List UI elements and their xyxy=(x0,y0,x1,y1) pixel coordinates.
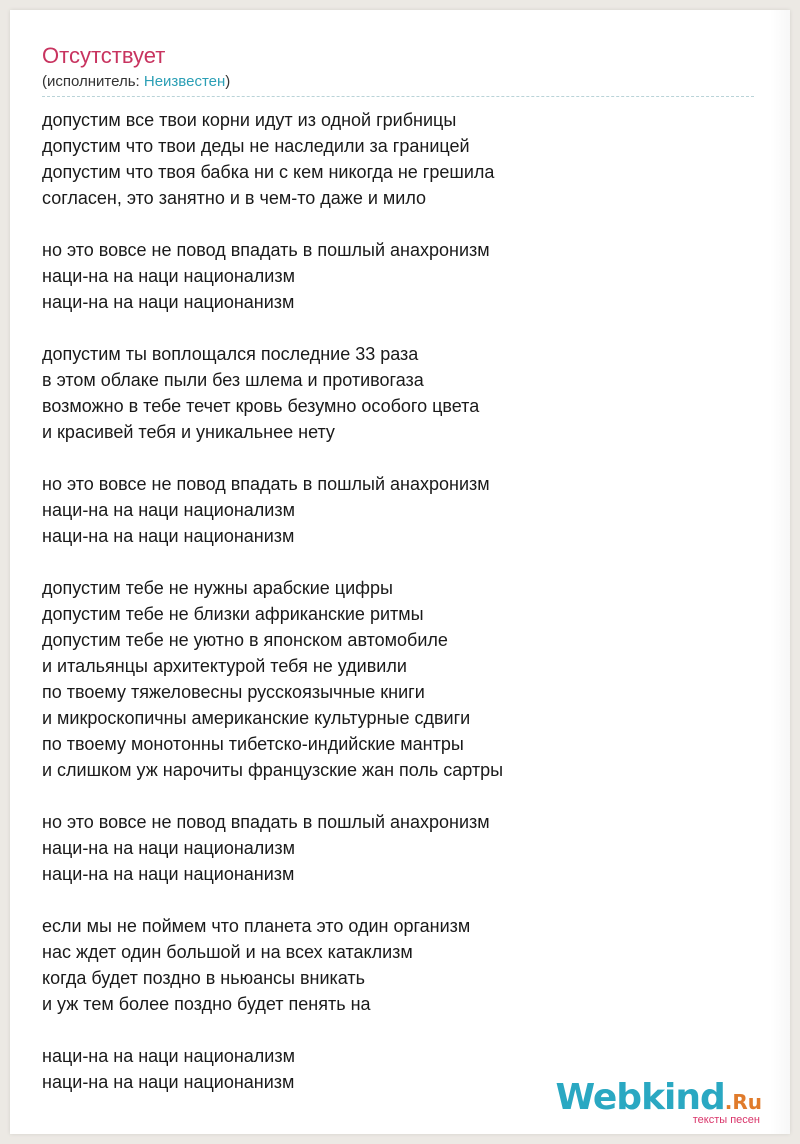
artist-line xyxy=(42,73,230,91)
lyric-line: допустим что твоя бабка ни с кем никогда не грешила xyxy=(42,162,495,182)
lyric-line: допустим все твои корни идут из одной грибницы xyxy=(42,110,457,130)
artist-suffix: ) xyxy=(225,73,231,90)
lyric-line: но это вовсе не повод впадать в пошлый анахронизм xyxy=(42,474,490,494)
lyric-line: наци-на на наци национализм xyxy=(42,500,295,520)
lyric-line: и уж тем более поздно будет пенять на xyxy=(42,994,371,1014)
lyric-line xyxy=(42,315,503,341)
lyric-line: наци-на на наци национализм xyxy=(42,266,295,286)
lyric-line xyxy=(42,445,503,471)
lyric-line: наци-на на наци национализм xyxy=(42,838,295,858)
lyric-line: согласен, это занятно и в чем-то даже и мило xyxy=(42,188,427,208)
lyric-line xyxy=(42,549,503,575)
lyric-line: наци-на на наци национанизм xyxy=(42,526,295,546)
lyric-line xyxy=(42,783,503,809)
lyric-line xyxy=(42,211,503,237)
lyric-line: и слишком уж нарочиты французские жан поль сартры xyxy=(42,760,504,780)
lyric-line: по твоему монотонны тибетско-индийские мантры xyxy=(42,734,464,754)
header-divider xyxy=(42,96,754,97)
lyric-line: по твоему тяжеловесны русскоязычные книги xyxy=(42,682,425,702)
lyric-line: допустим ты воплощался последние 33 раза xyxy=(42,344,419,364)
lyric-line: допустим тебе не близки африканские ритмы xyxy=(42,604,424,624)
lyric-line: и итальянцы архитектурой тебя не удивили xyxy=(42,656,407,676)
lyric-line: если мы не поймем что планета это один организм xyxy=(42,916,471,936)
lyric-line: в этом облаке пыли без шлема и противогаза xyxy=(42,370,424,390)
lyric-line: допустим тебе не уютно в японском автомобиле xyxy=(42,630,448,650)
lyric-line: но это вовсе не повод впадать в пошлый анахронизм xyxy=(42,240,490,260)
lyric-line: допустим тебе не нужны арабские цифры xyxy=(42,578,393,598)
lyric-line: наци-на на наци национанизм xyxy=(42,292,295,312)
lyrics-sheet xyxy=(10,10,790,1134)
artist-link[interactable]: Неизвестен xyxy=(143,73,226,90)
lyric-line: допустим что твои деды не наследили за границей xyxy=(42,136,470,156)
lyric-line: наци-на на наци национализм xyxy=(42,1046,295,1066)
song-title: Отсутствует xyxy=(42,43,166,68)
lyric-line: и микроскопичны американские культурные сдвиги xyxy=(42,708,471,728)
page-edge-shade xyxy=(770,10,790,1134)
lyrics-text xyxy=(42,107,503,1095)
logo-tld: .Ru xyxy=(724,1090,762,1114)
logo-tagline: тексты песен xyxy=(692,1114,760,1126)
artist-prefix: (исполнитель: xyxy=(42,73,144,90)
lyric-line: когда будет поздно в ньюансы вникать xyxy=(42,968,366,988)
lyric-line: нас ждет один большой и на всех катаклизм xyxy=(42,942,413,962)
lyric-line xyxy=(42,1017,503,1043)
lyric-line: наци-на на наци национанизм xyxy=(42,1072,295,1092)
lyric-line: и красивей тебя и уникальнее нету xyxy=(42,422,335,442)
lyric-line: но это вовсе не повод впадать в пошлый анахронизм xyxy=(42,812,490,832)
webkind-logo[interactable] xyxy=(555,1077,762,1130)
lyric-line: возможно в тебе течет кровь безумно особого цвета xyxy=(42,396,480,416)
lyric-line xyxy=(42,887,503,913)
logo-word: Webkind xyxy=(555,1077,725,1118)
lyric-line: наци-на на наци национанизм xyxy=(42,864,295,884)
